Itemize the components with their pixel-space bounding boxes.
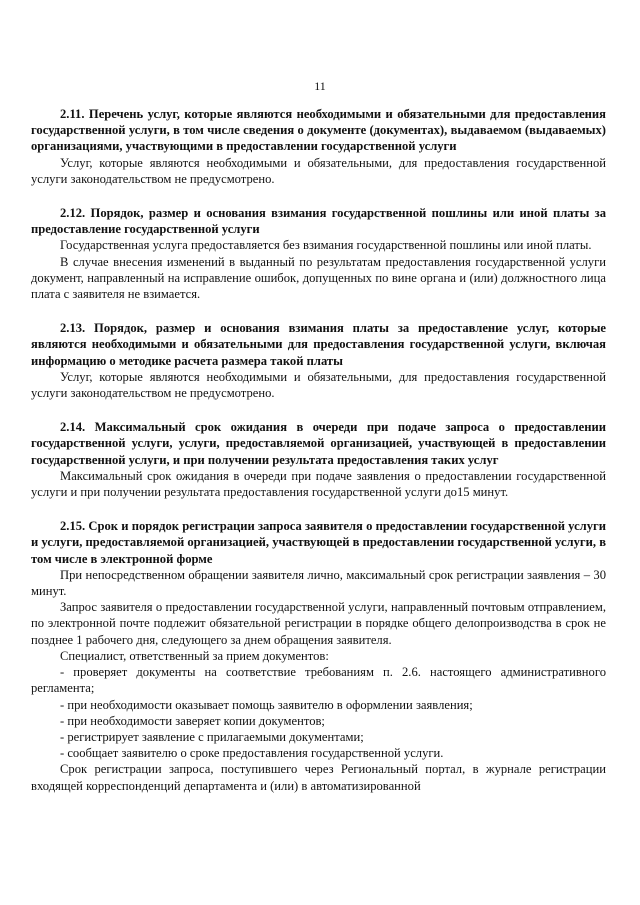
section-heading: 2.13. Порядок, размер и основания взимания платы за предоставление услуг, которые являются необходимыми и обязательными для предоставления государственной услуги, включая информацию о методике расчета размера такой платы xyxy=(31,321,606,368)
paragraph: Запрос заявителя о предоставлении государственной услуги, направленный почтовым отправлением, по электронной почте подлежит обязательной регистрации в порядке общего делопроизводства в срок не позднее 1 рабочего дня, следующего за днем обращения заявителя. xyxy=(31,600,606,647)
page-content xyxy=(31,106,606,794)
section-heading: 2.15. Срок и порядок регистрации запроса заявителя о предоставлении государственной услуги и услуги, предоставляемой организацией, участвующей в предоставлении государственной услуги, в том числе в электронной форме xyxy=(31,519,606,566)
list-item: - сообщает заявителю о сроке предоставления государственной услуги. xyxy=(60,746,444,761)
section-2-13 xyxy=(31,320,606,401)
section-heading: 2.14. Максимальный срок ожидания в очереди при подаче запроса о предоставлении государственной услуги, услуги, предоставляемой организацией, участвующей в предоставлении государственной услуги, и при получении результата предоставления таких услуг xyxy=(31,420,606,467)
list-item: - регистрирует заявление с прилагаемыми документами; xyxy=(60,729,364,744)
paragraph: Срок регистрации запроса, поступившего через Региональный портал, в журнале регистрации входящей корреспонденций департамента и (или) в автоматизированной xyxy=(31,762,606,793)
section-2-11 xyxy=(31,106,606,187)
page-number: 11 xyxy=(314,79,326,93)
paragraph: Специалист, ответственный за прием документов: xyxy=(60,648,329,663)
section-heading: 2.11. Перечень услуг, которые являются необходимыми и обязательными для предоставления государственной услуги, в том числе сведения о документе (документах), выдаваемом (выдаваемых) организациями, участвующими в предоставлении государственной услуги xyxy=(31,107,606,154)
list-item: - при необходимости заверяет копии документов; xyxy=(60,713,325,728)
section-2-15 xyxy=(31,518,606,793)
section-2-14 xyxy=(31,419,606,500)
paragraph: При непосредственном обращении заявителя лично, максимальный срок регистрации заявления – 30 минут. xyxy=(31,567,606,599)
paragraph: Максимальный срок ожидания в очереди при подаче заявления о предоставлении государственной услуги и при получении результата предоставления государственной услуги до15 минут. xyxy=(31,468,606,500)
paragraph: Услуг, которые являются необходимыми и обязательными, для предоставления государственной услуги законодательством не предусмотрено. xyxy=(31,155,606,186)
section-2-12 xyxy=(31,205,606,302)
list-item: - проверяет документы на соответствие требованиям п. 2.6. настоящего административного регламента; xyxy=(31,665,606,696)
paragraph: Государственная услуга предоставляется без взимания государственной пошлины или иной платы. xyxy=(60,238,592,253)
paragraph: Услуг, которые являются необходимыми и обязательными, для предоставления государственной услуги законодательством не предусмотрено. xyxy=(31,369,606,401)
section-heading: 2.12. Порядок, размер и основания взимания государственной пошлины или иной платы за предоставление государственной услуги xyxy=(31,206,606,237)
list-item: - при необходимости оказывает помощь заявителю в оформлении заявления; xyxy=(60,697,473,712)
paragraph: В случае внесения изменений в выданный по результатам предоставления государственной услуги документ, направленный на исправление ошибок, допущенных по вине органа и (или) должностного лица плата с заявителя не взимается. xyxy=(31,254,606,302)
